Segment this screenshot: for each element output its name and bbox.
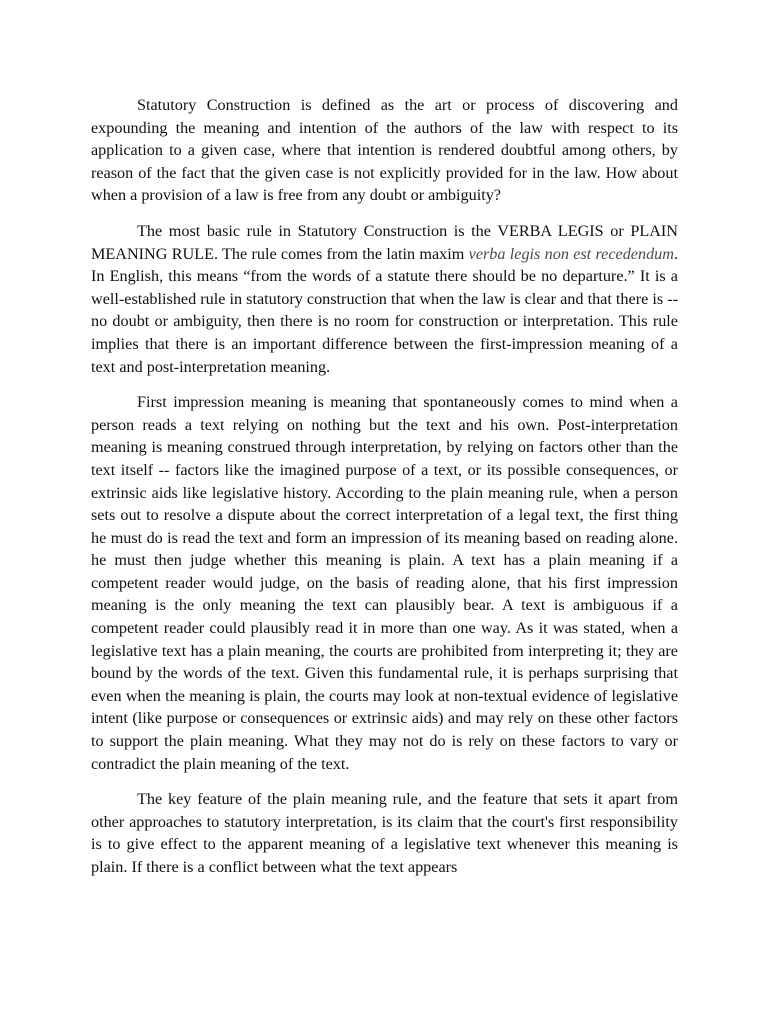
paragraph-3: First impression meaning is meaning that spontaneously comes to mind when a person reads a text relying on nothing but the text and his own. Post-interpretation meaning is meaning construed through interpretation, by relying on factors other than the text itself -- factors like the imagined purpose of a text, or its possible consequences, or extrinsic aids like legislative history. According to the plain meaning rule, when a person sets out to resolve a dispute about the correct interpretation of a legal text, the first thing he must do is read the text and form an impression of its meaning based on reading alone. he must then judge whether this meaning is plain. A text has a plain meaning if a competent reader would judge, on the basis of reading alone, that his first impression meaning is the only meaning the text can plausibly bear. A text is ambiguous if a competent reader could plausibly read it in more than one way. As it was stated, when a legislative text has a plain meaning, the courts are prohibited from interpreting it; they are bound by the words of the text. Given this fundamental rule, it is perhaps surprising that even when the meaning is plain, the courts may look at non-textual evidence of legislative intent (like purpose or consequences or extrinsic aids) and may rely on these other factors to support the plain meaning. What they may not do is rely on these factors to vary or contradict the plain meaning of the text.	[91, 393, 678, 773]
paragraph-2-text-after: . In English, this means “from the words of a statute there should be no departure.” It is a well-established rule in statutory construction that when the law is clear and that there is -- no doubt or ambiguity, then there is no room for construction or interpretation. This rule implies that there is an important difference between the first-impression meaning of a text and post-interpretation meaning.	[91, 244, 679, 376]
document-body	[91, 94, 678, 892]
paragraph-2	[91, 220, 678, 378]
paragraph-2-text-before: The most basic rule in Statutory Construction is the VERBA LEGIS or PLAIN MEANING RULE. The rule comes from the latin maxim	[91, 221, 678, 263]
latin-maxim: verba legis non est recedendum	[468, 244, 674, 263]
paragraph-4: The key feature of the plain meaning rule, and the feature that sets it apart from other approaches to statutory interpretation, is its claim that the court's first responsibility is to give effect to the apparent meaning of a legislative text whenever this meaning is plain. If there is a conflict between what the text appears	[91, 790, 678, 876]
paragraph-1: Statutory Construction is defined as the art or process of discovering and expounding the meaning and intention of the authors of the law with respect to its application to a given case, where that intention is rendered doubtful among others, by reason of the fact that the given case is not explicitly provided for in the law. How about when a provision of a law is free from any doubt or ambiguity?	[91, 96, 678, 205]
